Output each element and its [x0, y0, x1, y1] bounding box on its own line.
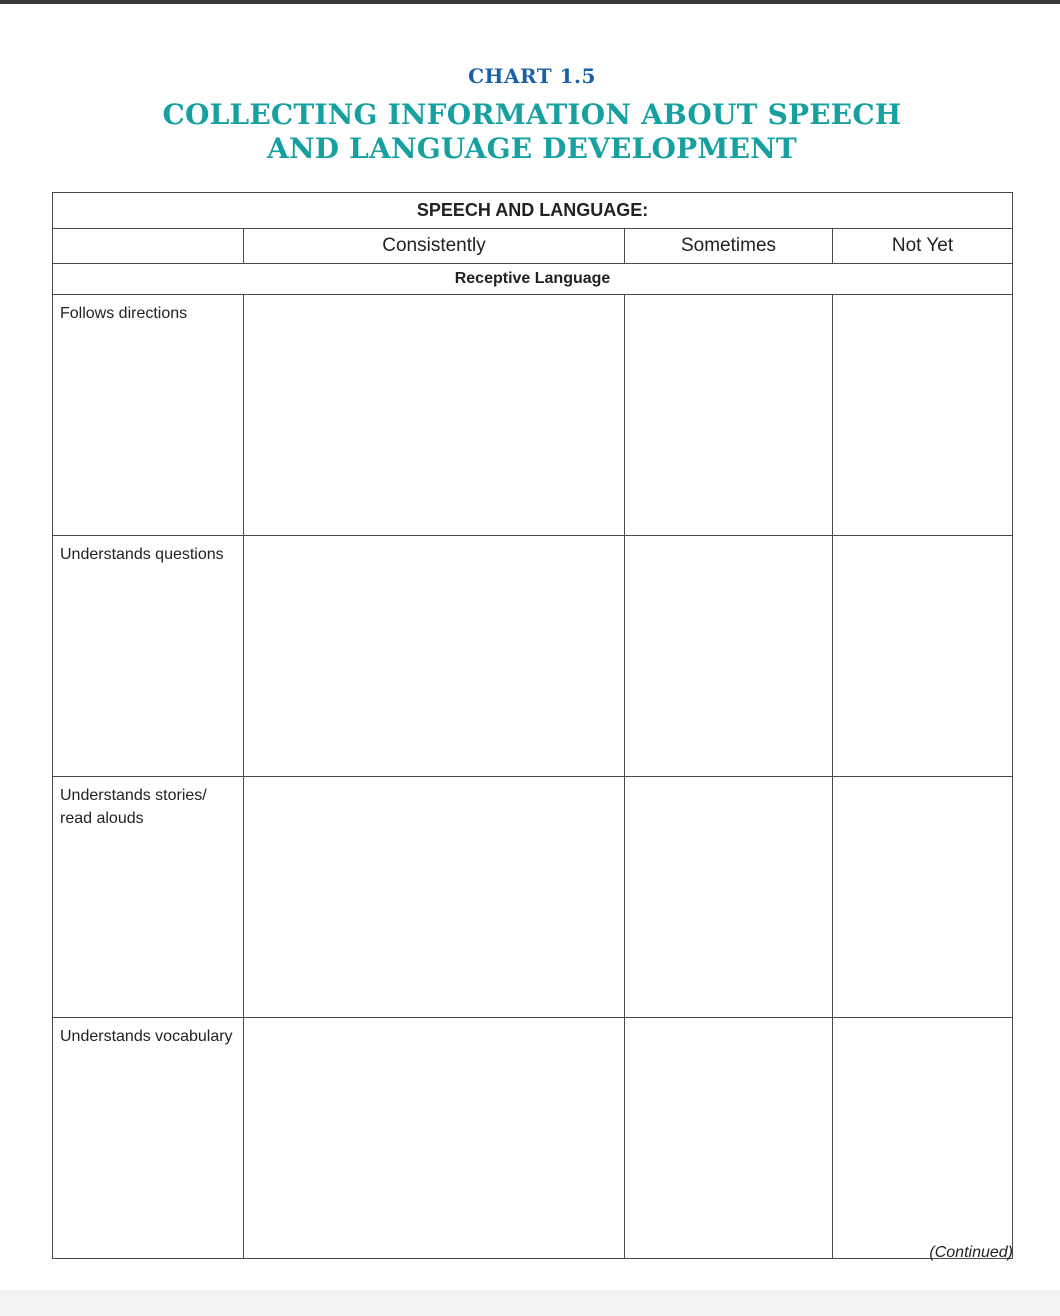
page-title: COLLECTING INFORMATION ABOUT SPEECH AND LANGUAGE DEVELOPMENT	[162, 98, 902, 165]
column-header-consistently: Consistently	[244, 229, 625, 264]
cell-sometimes[interactable]	[625, 536, 833, 777]
column-header-empty	[53, 229, 244, 264]
section-receptive-language: Receptive Language	[53, 264, 1013, 295]
chart-label: CHART 1.5	[468, 64, 596, 88]
table-main-header: SPEECH AND LANGUAGE:	[53, 193, 1013, 229]
page-bottom-strip	[0, 1290, 1060, 1316]
cell-sometimes[interactable]	[625, 777, 833, 1018]
cell-consistently[interactable]	[244, 777, 625, 1018]
cell-not-yet[interactable]	[833, 777, 1013, 1018]
column-header-not-yet: Not Yet	[833, 229, 1013, 264]
cell-consistently[interactable]	[244, 1018, 625, 1259]
top-border-bar	[0, 0, 1060, 4]
continued-note: (Continued)	[929, 1244, 1013, 1261]
row-label-understands-vocabulary: Understands vocabulary	[53, 1018, 244, 1259]
cell-sometimes[interactable]	[625, 1018, 833, 1259]
table-main-header-row	[53, 193, 1013, 229]
speech-language-table	[52, 192, 1013, 1259]
cell-not-yet[interactable]	[833, 1018, 1013, 1259]
row-label-understands-questions: Understands questions	[53, 536, 244, 777]
section-header-row	[53, 264, 1013, 295]
row-label-understands-stories: Understands stories/ read alouds	[53, 777, 244, 1018]
column-header-sometimes: Sometimes	[625, 229, 833, 264]
cell-not-yet[interactable]	[833, 295, 1013, 536]
table-row	[53, 295, 1013, 536]
table-row	[53, 536, 1013, 777]
row-label-follows-directions: Follows directions	[53, 295, 244, 536]
table-column-header-row	[53, 229, 1013, 264]
table-row	[53, 777, 1013, 1018]
table-row	[53, 1018, 1013, 1259]
cell-consistently[interactable]	[244, 536, 625, 777]
cell-consistently[interactable]	[244, 295, 625, 536]
cell-not-yet[interactable]	[833, 536, 1013, 777]
cell-sometimes[interactable]	[625, 295, 833, 536]
